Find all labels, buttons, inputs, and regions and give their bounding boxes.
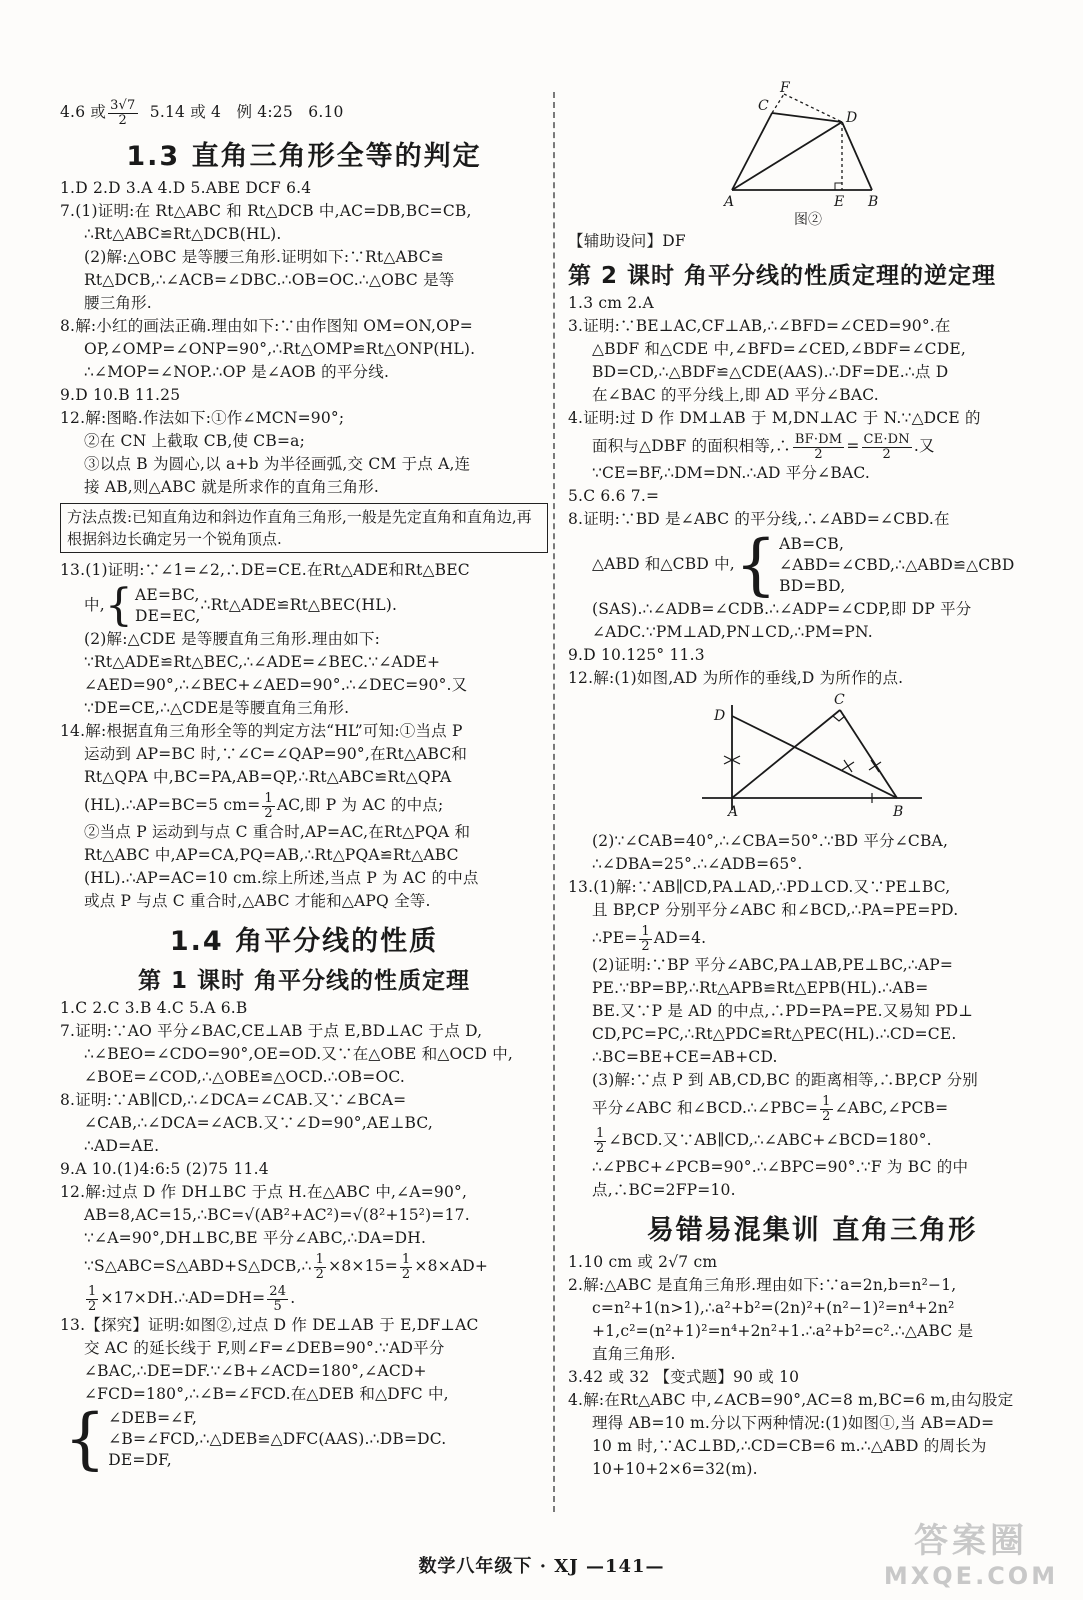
answer-line: 交 AC 的延长线于 F,则∠F=∠DEB=90°.∵AD平分: [84, 1339, 445, 1357]
denominator: 2: [88, 1298, 97, 1314]
answer-line: PE.∵BP=BP,∴Rt△APB≌Rt△EPB(HL).∴AB=: [592, 979, 929, 997]
answer-line: 13.【探究】证明:如图②,过点 D 作 DE⊥AB 于 E,DF⊥AC: [60, 1316, 479, 1334]
answer-line: [568, 430, 1056, 462]
answer-line: 14.解:根据直角三角形全等的判定方法“HL”可知:①当点 P: [60, 722, 463, 740]
answer-line: (SAS).∴∠ADB=∠CDB.∴∠ADP=∠CDP,即 DP 平分: [592, 600, 972, 618]
answer-line: 3.证明:∵BE⊥AC,CF⊥AB,∴∠BFD=∠CED=90°.在: [568, 317, 951, 335]
answer-line: [60, 1400, 548, 1477]
column-divider: [553, 92, 555, 1512]
answer-line: 2.解:△ABC 是直角三角形.理由如下:∵a=2n,b=n²−1,: [568, 1276, 957, 1294]
answer-line: ∵CE=BF,∴DM=DN.∴AD 平分∠BAC.: [592, 464, 870, 482]
brace-system: [64, 1400, 447, 1477]
text: ∴PE=: [592, 929, 638, 947]
page-footer: 数学八年级下 · XJ —141—: [418, 1556, 665, 1577]
label-c: C: [758, 98, 769, 114]
brace-stack: [135, 585, 200, 627]
answer-line: 且 BP,CP 分别平分∠ABC 和∠BCD,∴PA=PE=PD.: [592, 901, 959, 919]
label-c: C: [834, 692, 845, 708]
label-a: A: [728, 804, 739, 820]
answer-line: 8.证明:∵BD 是∠ABC 的平分线,∴∠ABD=∠CBD.在: [568, 510, 950, 528]
segment-cd: [772, 113, 842, 122]
answer-line: ②在 CN 上截取 CB,使 CB=a;: [84, 432, 306, 450]
answer-line: 直角三角形.: [592, 1345, 676, 1363]
segment-db: [732, 716, 897, 798]
denominator: 2: [401, 1266, 411, 1282]
text: ∠BCD.又∵AB∥CD,∴∠ABC+∠BCD=180°.: [608, 1131, 932, 1149]
text: △ABD 和△CBD 中,: [592, 555, 735, 573]
answer-line: 13.(1)解:∵AB∥CD,PA⊥AD,∴PD⊥CD.又∵PE⊥BC,: [568, 878, 951, 896]
answer-line: 7.证明:∵AO 平分∠BAC,CE⊥AB 于点 E,BD⊥AC 于点 D,: [60, 1022, 483, 1040]
right-column: [568, 80, 1056, 1481]
answer-line: (2)∵∠CAB=40°,∴∠CBA=50°.∵BD 平分∠CBA,: [592, 832, 949, 850]
numerator: 1: [401, 1251, 411, 1267]
answer-line: 1.C 2.C 3.B 4.C 5.A 6.B: [60, 999, 248, 1017]
numerator: 1: [641, 923, 650, 939]
answer-line: BD=CD,∴△BDF≌△CDE(AAS).∴DF=DE.∴点 D: [592, 363, 949, 381]
text: 平分∠ABC 和∠BCD.∴∠PBC=: [592, 1099, 819, 1117]
denominator: 2: [641, 938, 650, 954]
answer-line: [568, 1092, 1056, 1124]
label-d: D: [846, 110, 858, 126]
answer-line: ∴∠BEO=∠CDO=90°,OE=OD.又∵在△OBE 和△OCD 中,: [84, 1045, 514, 1063]
fraction: [862, 433, 912, 462]
answer-line: ②当点 P 运动到与点 C 重合时,AP=AC,在Rt△PQA 和: [84, 823, 471, 841]
watermark-logo: [881, 1513, 1061, 1590]
answer-line: Rt△ABC 中,AP=CA,PQ=AB,∴Rt△PQA≌Rt△ABC: [84, 846, 459, 864]
answer-line: ∠ADC.∵PM⊥AD,PN⊥CD,∴PM=PN.: [592, 623, 873, 641]
text: =: [846, 437, 860, 455]
answer-line: 8.证明:∵AB∥CD,∴∠DCA=∠CAB.又∵∠BCA=: [60, 1091, 407, 1109]
brace-row: ∠DEB=∠F,: [108, 1408, 198, 1427]
brace-row: DE=EC,: [135, 607, 201, 625]
denominator: 5: [273, 1298, 282, 1314]
answer-line: Rt△QPA 中,BC=PA,AB=QP,∴Rt△ABC≌Rt△QPA: [84, 768, 452, 786]
brace-row: BD=BD,: [779, 576, 846, 595]
denominator: 2: [822, 1108, 831, 1124]
answer-line: 10+10+2×6=32(m).: [592, 1460, 758, 1478]
text: 面积与△DBF 的面积相等,∴: [592, 437, 791, 455]
brace-stack: [779, 534, 1014, 597]
text: ∴Rt△ADE≌Rt△BEC(HL).: [200, 596, 398, 614]
denominator: 2: [264, 805, 273, 821]
fraction: [314, 1253, 326, 1282]
denominator: 2: [596, 1140, 605, 1156]
answer-line: 在∠BAC 的平分线上,即 AD 平分∠BAC.: [592, 386, 879, 404]
label-a: A: [724, 194, 735, 210]
answer-line: 9.D 10.B 11.25: [60, 386, 181, 404]
label-e: E: [834, 194, 845, 210]
answer-line: 12.解:过点 D 作 DH⊥BC 于点 H.在△ABC 中,∠A=90°,: [60, 1183, 468, 1201]
fraction: [820, 1095, 832, 1124]
text: .: [290, 1289, 296, 1307]
answer-line: c=n²+1(n>1),∴a²+b²=(2n)²+(n²−1)²=n⁴+2n²: [592, 1299, 955, 1317]
answer-line: ∵Rt△ADE≌Rt△BEC,∴∠ADE=∠BEC.∵∠ADE+: [84, 653, 441, 671]
text: ∠ABC,∠PCB=: [834, 1099, 949, 1117]
text: (HL).∴AP=BC=5 cm=: [84, 796, 261, 814]
label-f: F: [780, 80, 790, 96]
answer-line: 9.D 10.125° 11.3: [568, 646, 705, 664]
numerator: 3√7: [110, 97, 136, 113]
answer-line: 运动到 AP=BC 时,∵∠C=∠QAP=90°,在Rt△ABC和: [84, 745, 468, 763]
answer-line: ∴BC=BE+CE=AB+CD.: [592, 1048, 778, 1066]
text: ×17×DH.∴AD=DH=: [100, 1289, 266, 1307]
numerator: BF·DM: [794, 431, 843, 447]
watermark-text: 答案圈: [914, 1521, 1028, 1561]
fraction: [262, 792, 274, 821]
answer-line: 9.A 10.(1)4:6:5 (2)75 11.4: [60, 1160, 269, 1178]
brace-glyph: {: [64, 1400, 107, 1477]
numerator: 1: [822, 1093, 831, 1109]
answer-line: 12.解:图略.作法如下:①作∠MCN=90°;: [60, 409, 345, 427]
answer-line: △BDF 和△CDE 中,∠BFD=∠CED,∠BDF=∠CDE,: [592, 340, 966, 358]
fraction: [594, 1127, 606, 1156]
right-angle-mark: [833, 716, 845, 721]
answer-line: [60, 1282, 548, 1314]
lesson-title-1: 第 1 课时 角平分线的性质定理: [137, 968, 471, 994]
brace-row: AB=CB,: [779, 534, 845, 553]
answer-line: CD,PC=PC,∴Rt△PDC≌Rt△PEC(HL).∴CD=CE.: [592, 1025, 957, 1043]
answer-line: [60, 1250, 548, 1282]
brace-row: ∠ABD=∠CBD,∴△ABD≌△CBD: [779, 555, 1015, 574]
numerator: 1: [315, 1251, 325, 1267]
answer-line: [60, 789, 548, 821]
brace-glyph: {: [104, 580, 134, 631]
answer-line: 1.10 cm 或 2√7 cm: [568, 1253, 718, 1271]
label-b: B: [868, 194, 879, 210]
answer-line: ∴∠PBC+∠PCB=90°.∴∠BPC=90°.∵F 为 BC 的中: [592, 1158, 969, 1176]
answer-line: 1.D 2.D 3.A 4.D 5.ABE DCF 6.4: [60, 179, 312, 197]
answer-line: (2)解:△OBC 是等腰三角形.证明如下:∵Rt△ABC≌: [84, 248, 444, 266]
segment-db: [842, 122, 872, 190]
label-d: D: [714, 708, 726, 724]
fraction: [86, 1285, 98, 1314]
answer-line: 接 AB,则△ABC 就是所求作的直角三角形.: [84, 478, 380, 496]
answer-line: 理得 AB=10 m.分以下两种情况:(1)如图①,当 AB=AD=: [592, 1414, 995, 1432]
answer-line: 7.(1)证明:在 Rt△ABC 和 Rt△DCB 中,AC=DB,BC=CB,: [60, 202, 472, 220]
figure-2-quadrilateral: [722, 80, 902, 230]
section-title-1-3: 1.3 直角三角形全等的判定: [126, 141, 482, 172]
answer-line: 3.42 或 32 【变式题】90 或 10: [568, 1368, 800, 1386]
answer-line: 【辅助设问】DF: [568, 232, 686, 250]
denominator: 2: [118, 112, 128, 128]
text: 5.14 或 4 例 4:25 6.10: [139, 103, 344, 121]
text: .又: [913, 437, 935, 455]
segment-ad: [732, 122, 842, 190]
answer-line: +1,c²=(n²+1)²=n⁴+2n²+1.∴a²+b²=c².∴△ABC 是: [592, 1322, 974, 1340]
answer-line: [568, 526, 1056, 603]
answer-line: ∠AED=90°,∴∠BEC+∠AED=90°.∴∠DEC=90°.又: [84, 676, 468, 694]
section-title-errors: 易错易混集训 直角三角形: [646, 1215, 978, 1246]
text: ∵S△ABC=S△ABD+S△DCB,∴: [84, 1257, 312, 1275]
text: AC,即 P 为 AC 的中点;: [276, 796, 444, 814]
answer-line: [568, 1124, 1056, 1156]
answer-line: ∴∠MOP=∠NOP.∴OP 是∠AOB 的平分线.: [84, 363, 390, 381]
brace-glyph: {: [734, 526, 778, 603]
text: ×8×15=: [328, 1257, 398, 1275]
denominator: 2: [814, 446, 823, 462]
text: 中,: [84, 596, 105, 614]
brace-system: [104, 580, 201, 631]
numerator: 24: [269, 1283, 287, 1299]
answer-line: ③以点 B 为圆心,以 a+b 为半径画弧,交 CM 于点 A,连: [84, 455, 471, 473]
answer-line: (HL).∴AP=AC=10 cm.综上所述,当点 P 为 AC 的中点: [84, 869, 479, 887]
answer-line: ∵DE=CE,∴△CDE是等腰直角三角形.: [84, 699, 350, 717]
answer-line: 12.解:(1)如图,AD 为所作的垂线,D 为所作的点.: [568, 669, 904, 687]
answer-line: OP,∠OMP=∠ONP=90°,∴Rt△OMP≌Rt△ONP(HL).: [84, 340, 476, 358]
brace-row: DE=DF,: [108, 1450, 172, 1469]
text: 4.6 或: [60, 103, 107, 121]
answer-line: 5.C 6.6 7.=: [568, 487, 660, 505]
fraction: [793, 433, 844, 462]
brace-row: ∠B=∠FCD,∴△DEB≌△DFC(AAS).∴DB=DC.: [108, 1429, 447, 1448]
answer-line: [60, 96, 548, 128]
answer-line: ∴AD=AE.: [84, 1137, 160, 1155]
answer-line: ∠BOE=∠COD,∴△OBE≌△OCD.∴OB=OC.: [84, 1068, 405, 1086]
answer-line: 4.证明:过 D 作 DM⊥AB 于 M,DN⊥AC 于 N.∵△DCE 的: [568, 409, 981, 427]
figure-perpendicular-construction: [692, 690, 932, 830]
fraction: [639, 925, 651, 954]
answer-line: ∴∠DBA=25°.∴∠ADB=65°.: [592, 855, 803, 873]
watermark-url: MXQE.COM: [883, 1562, 1059, 1590]
answer-line: 1.3 cm 2.A: [568, 294, 654, 312]
answer-line: 10 m 时,∵AC⊥BD,∴CD=CB=6 m.∴△ABD 的周长为: [592, 1437, 987, 1455]
answer-line: (2)解:△CDE 是等腰直角三角形.理由如下:: [84, 630, 381, 648]
fraction: [400, 1253, 412, 1282]
answer-line: [568, 922, 1056, 954]
fraction: [108, 99, 137, 128]
answer-line: ∠BAC,∴DE=DF.∵∠B+∠ACD=180°,∠ACD+: [84, 1362, 427, 1380]
brace-system: [734, 526, 1015, 603]
lesson-title-2: 第 2 课时 角平分线的性质定理的逆定理: [568, 263, 997, 289]
figure-caption: 图②: [794, 212, 822, 228]
answer-line: 13.(1)证明:∵∠1=∠2,∴DE=CE.在Rt△ADE和Rt△BEC: [60, 561, 470, 579]
answer-line: 点,∴BC=2FP=10.: [592, 1181, 736, 1199]
extension-cf: [772, 94, 784, 113]
arc-mark: [842, 760, 854, 772]
brace-stack: [108, 1408, 446, 1471]
numerator: CE·DN: [863, 431, 910, 447]
answer-line: ∴Rt△ABC≌Rt△DCB(HL).: [84, 225, 282, 243]
answer-line: (3)解:∵点 P 到 AB,CD,BC 的距离相等,∴BP,CP 分别: [592, 1071, 978, 1089]
fraction: [267, 1285, 288, 1314]
answer-line: ∠FCD=180°,∴∠B=∠FCD.在△DEB 和△DFC 中,: [84, 1385, 449, 1403]
numerator: 1: [88, 1283, 97, 1299]
numerator: 1: [264, 790, 273, 806]
denominator: 2: [315, 1266, 325, 1282]
label-b: B: [893, 804, 904, 820]
answer-line: (2)证明:∵BP 平分∠ABC,PA⊥AB,PE⊥BC,∴AP=: [592, 956, 954, 974]
brace-row: AE=BC,: [135, 586, 200, 604]
text: AD=4.: [653, 929, 707, 947]
section-title-1-4: 1.4 角平分线的性质: [169, 926, 439, 957]
answer-line: 8.解:小红的画法正确.理由如下:∵由作图知 OM=ON,OP=: [60, 317, 473, 335]
answer-line: 腰三角形.: [84, 294, 152, 312]
answer-line: Rt△DCB,∴∠ACB=∠DBC.∴OB=OC.∴△OBC 是等: [84, 271, 455, 289]
denominator: 2: [882, 446, 891, 462]
text: ×8×AD+: [414, 1257, 489, 1275]
answer-line: AB=8,AC=15,∴BC=√(AB²+AC²)=√(8²+15²)=17.: [84, 1206, 470, 1224]
left-column: [60, 96, 548, 1477]
answer-line: [60, 580, 548, 631]
answer-line: 或点 P 与点 C 重合时,△ABC 才能和△APQ 全等.: [84, 892, 431, 910]
answer-line: 4.解:在Rt△ABC 中,∠ACB=90°,AC=8 m,BC=6 m,由勾股定: [568, 1391, 1014, 1409]
answer-line: BE.又∵P 是 AD 的中点,∴PD=PA=PE.又易知 PD⊥: [592, 1002, 974, 1020]
method-tip-box: 方法点拨:已知直角边和斜边作直角三角形,一般是先定直角和直角边,再根据斜边长确定另一个锐角顶点.: [60, 503, 548, 553]
right-angle-mark: [835, 183, 842, 190]
answer-line: ∵∠A=90°,DH⊥BC,BE 平分∠ABC,∴DA=DH.: [84, 1229, 427, 1247]
numerator: 1: [596, 1125, 605, 1141]
answer-line: ∠CAB,∴∠DCA=∠ACB.又∵∠D=90°,AE⊥BC,: [84, 1114, 434, 1132]
